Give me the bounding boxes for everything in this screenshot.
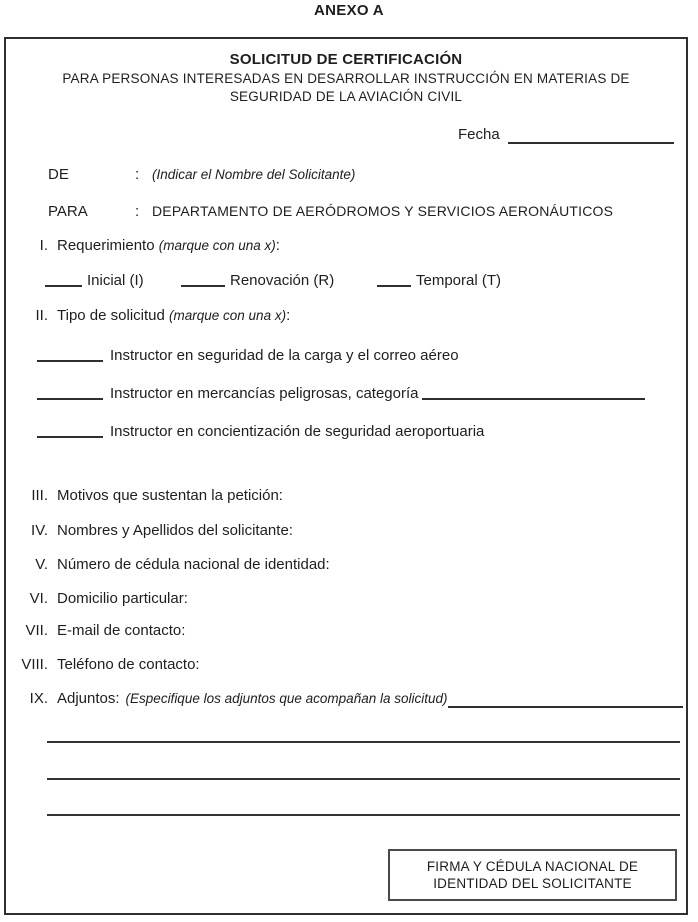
option-inicial bbox=[45, 272, 144, 290]
annex-title: ANEXO A bbox=[314, 2, 384, 19]
item-telefono-label: Teléfono de contacto: bbox=[57, 656, 200, 673]
section1-options-row bbox=[6, 272, 686, 292]
item-nombres bbox=[6, 522, 293, 540]
para-colon: : bbox=[135, 203, 140, 220]
adjuntos-write-line-1[interactable] bbox=[47, 741, 680, 743]
item-telefono-numeral: VIII. bbox=[21, 656, 48, 673]
de-colon: : bbox=[135, 166, 140, 183]
section2-hint: (marque con una x) bbox=[169, 308, 287, 323]
section1-heading bbox=[6, 237, 280, 255]
option-instructor-mercancias bbox=[37, 385, 645, 403]
item-nombres-numeral: IV. bbox=[31, 522, 48, 539]
instructor-concientizacion-blank-field[interactable] bbox=[37, 424, 103, 438]
item-email-numeral: VII. bbox=[25, 622, 48, 639]
form-subtitle-line2: SEGURIDAD DE LA AVIACIÓN CIVIL bbox=[229, 89, 463, 104]
instructor-mercancias-blank-field[interactable] bbox=[37, 386, 103, 400]
item-cedula-numeral: V. bbox=[35, 556, 48, 573]
instructor-carga-label: Instructor en seguridad de la carga y el correo aéreo bbox=[110, 347, 459, 364]
item-motivos-label: Motivos que sustentan la petición: bbox=[57, 487, 283, 504]
item-adjuntos bbox=[6, 690, 683, 708]
item-email-label: E-mail de contacto: bbox=[57, 622, 186, 639]
signature-box-line1: FIRMA Y CÉDULA NACIONAL DE bbox=[426, 859, 639, 874]
temporal-label: Temporal (T) bbox=[416, 272, 502, 289]
inicial-blank-field[interactable] bbox=[45, 273, 82, 287]
instructor-concientizacion-label: Instructor en concientización de seguridad aeroportuaria bbox=[110, 423, 485, 440]
option-temporal bbox=[377, 272, 501, 290]
de-hint: (Indicar el Nombre del Solicitante) bbox=[152, 167, 356, 182]
fecha-row bbox=[458, 126, 674, 144]
item-domicilio bbox=[6, 590, 188, 608]
inicial-label: Inicial (I) bbox=[87, 272, 144, 289]
item-cedula bbox=[6, 556, 330, 574]
section2-numeral: II. bbox=[35, 307, 48, 324]
item-cedula-label: Número de cédula nacional de identidad: bbox=[57, 556, 330, 573]
fecha-label: Fecha bbox=[458, 126, 500, 143]
section2-suffix: : bbox=[286, 307, 291, 324]
item-nombres-label: Nombres y Apellidos del solicitante: bbox=[57, 522, 293, 539]
instructor-carga-blank-field[interactable] bbox=[37, 348, 103, 362]
adjuntos-blank-field[interactable] bbox=[448, 693, 684, 708]
adjuntos-write-line-2[interactable] bbox=[47, 778, 680, 780]
para-label: PARA bbox=[48, 203, 88, 220]
item-email bbox=[6, 622, 185, 640]
adjuntos-write-line-3[interactable] bbox=[47, 814, 680, 816]
option-instructor-concientizacion bbox=[37, 423, 484, 441]
item-adjuntos-hint: (Especifique los adjuntos que acompañan la solicitud) bbox=[125, 691, 448, 706]
section2-title: Tipo de solicitud bbox=[57, 307, 165, 324]
categoria-blank-field[interactable] bbox=[422, 386, 645, 400]
item-domicilio-numeral: VI. bbox=[29, 590, 48, 607]
renovacion-blank-field[interactable] bbox=[181, 273, 225, 287]
para-row bbox=[48, 202, 613, 221]
de-row bbox=[48, 166, 355, 184]
section1-title: Requerimiento bbox=[57, 237, 155, 254]
para-value: DEPARTAMENTO DE AERÓDROMOS Y SERVICIOS AERONÁUTICOS bbox=[152, 203, 614, 219]
item-motivos-numeral: III. bbox=[31, 487, 48, 504]
de-label: DE bbox=[48, 166, 69, 183]
fecha-blank-field[interactable] bbox=[508, 128, 674, 144]
section1-hint: (marque con una x) bbox=[158, 238, 276, 253]
section2-heading bbox=[6, 307, 290, 325]
item-telefono bbox=[6, 656, 200, 674]
item-domicilio-label: Domicilio particular: bbox=[57, 590, 188, 607]
option-renovacion bbox=[181, 272, 334, 290]
form-header bbox=[6, 50, 686, 106]
item-adjuntos-label: Adjuntos: bbox=[57, 690, 120, 707]
item-motivos bbox=[6, 487, 283, 505]
option-instructor-carga bbox=[37, 347, 459, 365]
form-title: SOLICITUD DE CERTIFICACIÓN bbox=[229, 51, 463, 68]
section1-suffix: : bbox=[275, 237, 280, 254]
signature-box bbox=[388, 849, 677, 901]
form-border-box bbox=[4, 37, 688, 915]
temporal-blank-field[interactable] bbox=[377, 273, 411, 287]
section1-numeral: I. bbox=[39, 237, 48, 254]
renovacion-label: Renovación (R) bbox=[230, 272, 335, 289]
instructor-mercancias-label: Instructor en mercancías peligrosas, categoría bbox=[110, 385, 419, 402]
signature-box-line2: IDENTIDAD DEL SOLICITANTE bbox=[433, 876, 632, 891]
item-adjuntos-numeral: IX. bbox=[29, 690, 48, 707]
form-subtitle-line1: PARA PERSONAS INTERESADAS EN DESARROLLAR INSTRUCCIÓN EN MATERIAS DE bbox=[62, 71, 630, 86]
